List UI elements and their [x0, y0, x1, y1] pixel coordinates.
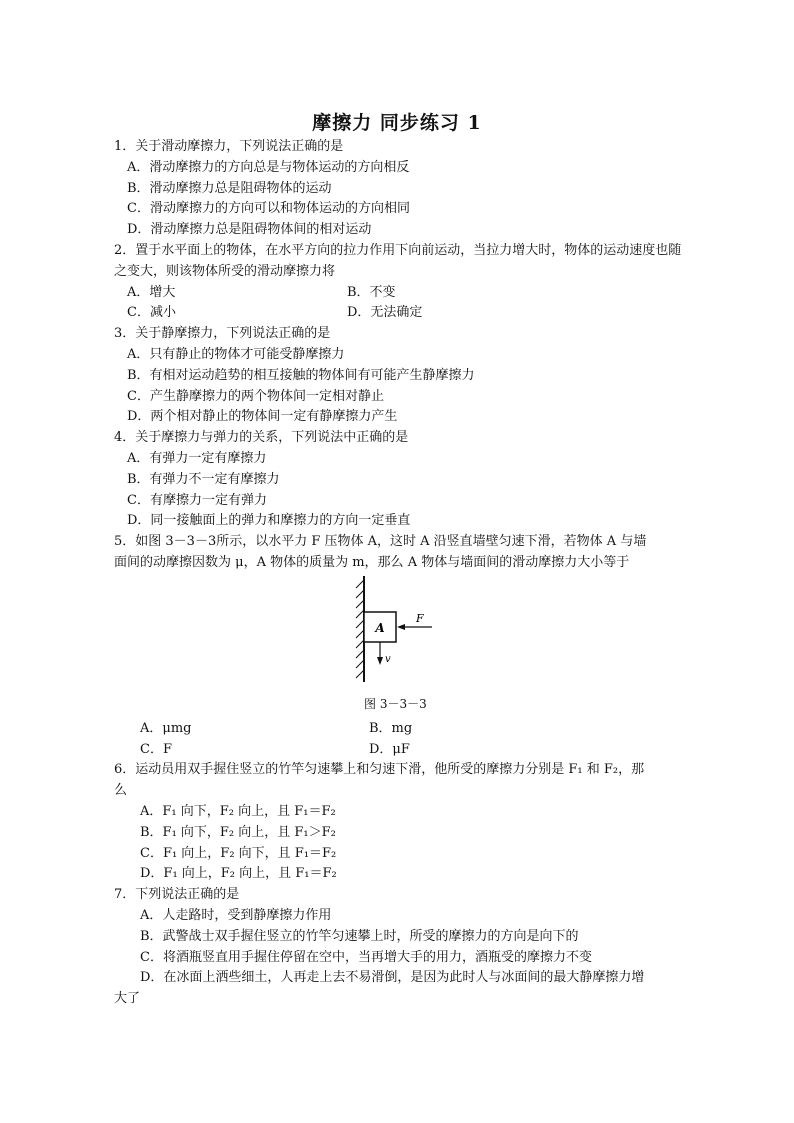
question-2-option-d: D．无法确定	[347, 305, 423, 321]
question-2-option-a: A．增大	[127, 284, 176, 300]
question-7-option-d: D．在冰面上洒些细土，人再走上去不易滑倒，是因为此时人与冰面间的最大静摩擦力增	[140, 970, 645, 986]
question-5-stem-line-2: 面间的动摩擦因数为 μ，A 物体的质量为 m，那么 A 物体与墙面间的滑动摩擦力大小等于	[114, 554, 630, 570]
question-2-stem: 2．置于水平面上的物体，在水平方向的拉力作用下向前运动，当拉力增大时，物体的运动速度也随之变大，则该物体所受的滑动摩擦力将	[114, 242, 682, 279]
question-5-option-b: B．mg	[369, 720, 413, 736]
page-title: 摩擦力 同步练习 1	[312, 112, 482, 134]
question-5-options-row-1	[114, 719, 686, 740]
question-5-option-c: C．F	[140, 741, 172, 757]
question-5-option-a: A．μmg	[140, 720, 192, 736]
question-5-options-row-2	[114, 740, 686, 761]
question-6-option-b: B．F₁ 向下，F₂ 向上，且 F₁＞F₂	[140, 824, 336, 840]
question-1-option-c: C．滑动摩擦力的方向可以和物体运动的方向相同	[127, 201, 410, 217]
question-1-stem: 1．关于滑动摩擦力，下列说法正确的是	[114, 139, 344, 154]
question-5-option-d: D．μF	[369, 741, 410, 757]
question-3-option-b: B．有相对运动趋势的相互接触的物体间有可能产生静摩擦力	[127, 367, 475, 383]
figure-caption: 图 3－3－3	[364, 696, 427, 711]
question-2-option-b: B．不变	[347, 284, 396, 300]
question-2-options-row-1	[114, 283, 686, 304]
question-4-option-b: B．有弹力不一定有摩擦力	[127, 471, 280, 487]
question-3-stem: 3．关于静摩擦力，下列说法正确的是	[114, 326, 331, 342]
question-2-options-row-2	[114, 303, 686, 324]
question-1-option-d: D．滑动摩擦力总是阻碍物体间的相对运动	[127, 222, 372, 238]
question-4-option-c: C．有摩擦力一定有弹力	[127, 492, 267, 508]
question-6-option-a: A．F₁ 向下，F₂ 向上，且 F₁＝F₂	[140, 803, 336, 819]
wall-hatching	[356, 580, 364, 678]
wall-block-diagram	[350, 574, 450, 689]
question-5-stem-line-1: 5．如图 3－3－3所示，以水平力 F 压物体 A，这时 A 沿竖直墙壁匀速下滑，若物体 A 与墙	[114, 534, 647, 550]
velocity-arrowhead	[377, 657, 383, 665]
question-7-option-d-continued: 大了	[114, 991, 141, 1007]
block-a-label: A	[375, 620, 385, 635]
question-7-option-a: A．人走路时，受到静摩擦力作用	[140, 907, 332, 923]
question-3-option-d: D．两个相对静止的物体间一定有静摩擦力产生	[127, 409, 398, 425]
question-6-option-c: C．F₁ 向上，F₂ 向下，且 F₁＝F₂	[140, 845, 337, 861]
question-7-option-b: B．武警战士双手握住竖立的竹竿匀速攀上时，所受的摩擦力的方向是向下的	[140, 928, 579, 944]
question-2-option-c: C．减小	[127, 305, 176, 321]
question-6-stem-line-2: 么	[114, 783, 128, 799]
question-3-option-a: A．只有静止的物体才可能受静摩擦力	[127, 346, 345, 362]
velocity-label: v	[385, 653, 391, 665]
question-6-stem-line-1: 6．运动员用双手握住竖立的竹竿匀速攀上和匀速下滑，他所受的摩擦力分别是 F₁ 和 F₂，那	[114, 762, 645, 778]
question-7-option-c: C．将酒瓶竖直用手握住停留在空中，当再增大手的用力，酒瓶受的摩擦力不变	[140, 949, 592, 965]
question-list	[114, 137, 686, 1010]
question-1-option-a: A．滑动摩擦力的方向总是与物体运动的方向相反	[127, 159, 410, 175]
question-3-option-c: C．产生静摩擦力的两个物体间一定相对静止	[127, 388, 384, 404]
question-4-stem: 4．关于摩擦力与弹力的关系，下列说法中正确的是	[114, 430, 409, 446]
question-7-stem: 7．下列说法正确的是	[114, 887, 240, 903]
question-4-option-a: A．有弹力一定有摩擦力	[127, 450, 267, 466]
question-1-option-b: B．滑动摩擦力总是阻碍物体的运动	[127, 180, 332, 196]
question-4-option-d: D．同一接触面上的弹力和摩擦力的方向一定垂直	[127, 513, 411, 529]
question-6-option-d: D．F₁ 向上，F₂ 向上，且 F₁＝F₂	[140, 866, 337, 882]
force-arrowhead	[397, 624, 405, 630]
force-label: F	[416, 611, 424, 625]
figure-3-3-3	[114, 574, 686, 719]
